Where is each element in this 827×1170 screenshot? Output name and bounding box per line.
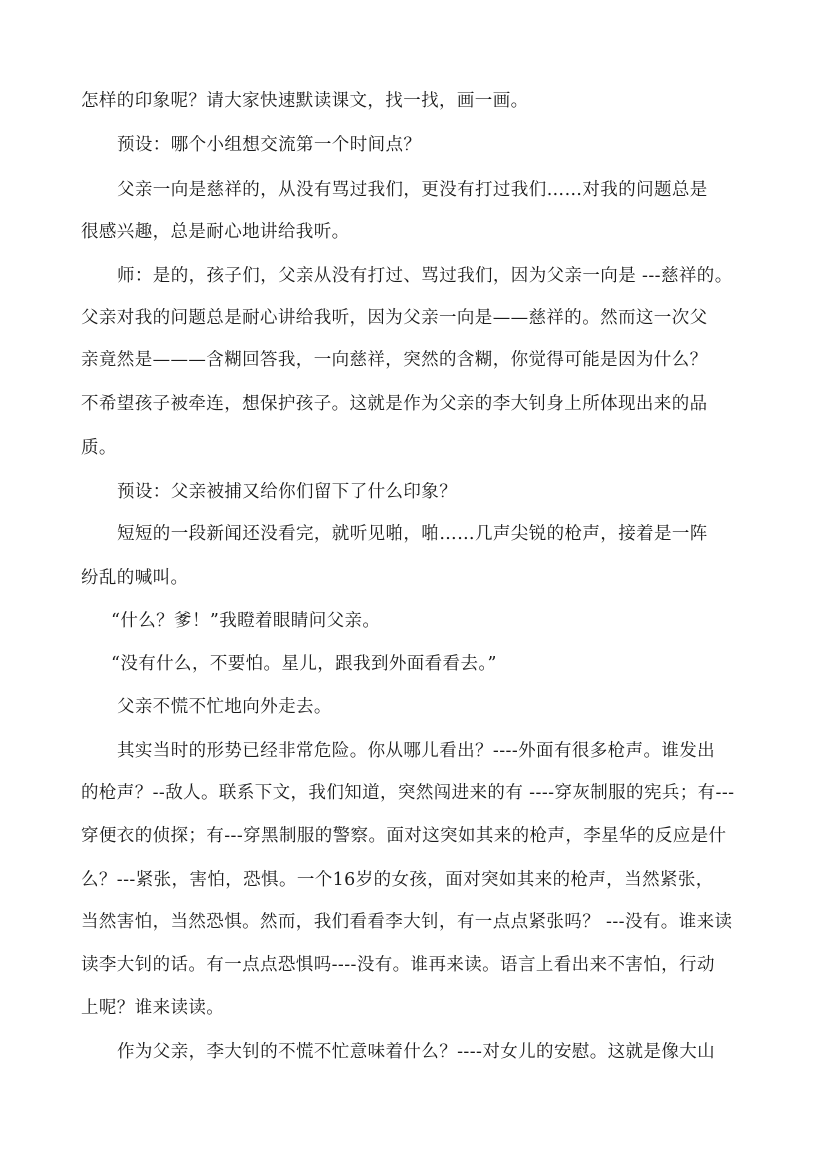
text-line: 上呢？谁来读读。 (81, 998, 225, 1018)
text-line: 作为父亲，李大钊的不慌不忙意味着什么？----对女儿的安慰。这就是像大山 (117, 1042, 716, 1062)
text-line: 读李大钊的话。有一点点恐惧吗----没有。谁再来读。语言上看出来不害怕，行动 (81, 955, 715, 975)
text-line: 其实当时的形势已经非常危险。你从哪儿看出？----外面有很多枪声。谁发出 (117, 741, 716, 761)
text-line: 亲竟然是———含糊回答我，一向慈祥，突然的含糊，你觉得可能是因为什么？ (81, 350, 708, 370)
text-line: 当然害怕，当然恐惧。然而，我们看看李大钊，有一点点紧张吗？ ---没有。谁来读 (81, 912, 733, 932)
text-line: 父亲对我的问题总是耐心讲给我听，因为父亲一向是——慈祥的。然而这一次父 (81, 308, 708, 328)
text-line: 不希望孩子被牵连，想保护孩子。这就是作为父亲的李大钊身上所体现出来的品 (81, 394, 708, 414)
text-line: “没有什么，不要怕。星儿，跟我到外面看看去。” (111, 654, 497, 674)
text-line: 很感兴趣，总是耐心地讲给我听。 (81, 222, 350, 242)
text-line: 师：是的，孩子们，父亲从没有打过、骂过我们，因为父亲一向是 ---慈祥的。 (117, 266, 733, 286)
text-line: 的枪声？--敌人。联系下文，我们知道，突然闯进来的有 ----穿灰制服的宪兵；有--- (81, 783, 735, 803)
text-line: 么？---紧张，害怕，恐惧。一个16岁的女孩，面对突如其来的枪声，当然紧张， (81, 870, 714, 890)
text-line: “什么？爹！”我瞪着眼睛问父亲。 (111, 611, 381, 631)
text-line: 怎样的印象呢？请大家快速默读课文，找一找，画一画。 (81, 91, 529, 111)
text-line: 预设：哪个小组想交流第一个时间点？ (117, 135, 422, 155)
text-line: 纷乱的喊叫。 (81, 568, 189, 588)
text-line: 质。 (81, 438, 117, 458)
text-line: 父亲不慌不忙地向外走去。 (117, 697, 332, 717)
text-line: 预设：父亲被捕又给你们留下了什么印象？ (117, 482, 458, 502)
text-line: 短短的一段新闻还没看完，就听见啪，啪……几声尖锐的枪声，接着是一阵 (117, 524, 708, 544)
text-line: 父亲一向是慈祥的，从没有骂过我们，更没有打过我们……对我的问题总是 (117, 180, 708, 200)
text-line: 穿便衣的侦探；有---穿黑制服的警察。面对这突如其来的枪声，李星华的反应是什 (81, 826, 727, 846)
